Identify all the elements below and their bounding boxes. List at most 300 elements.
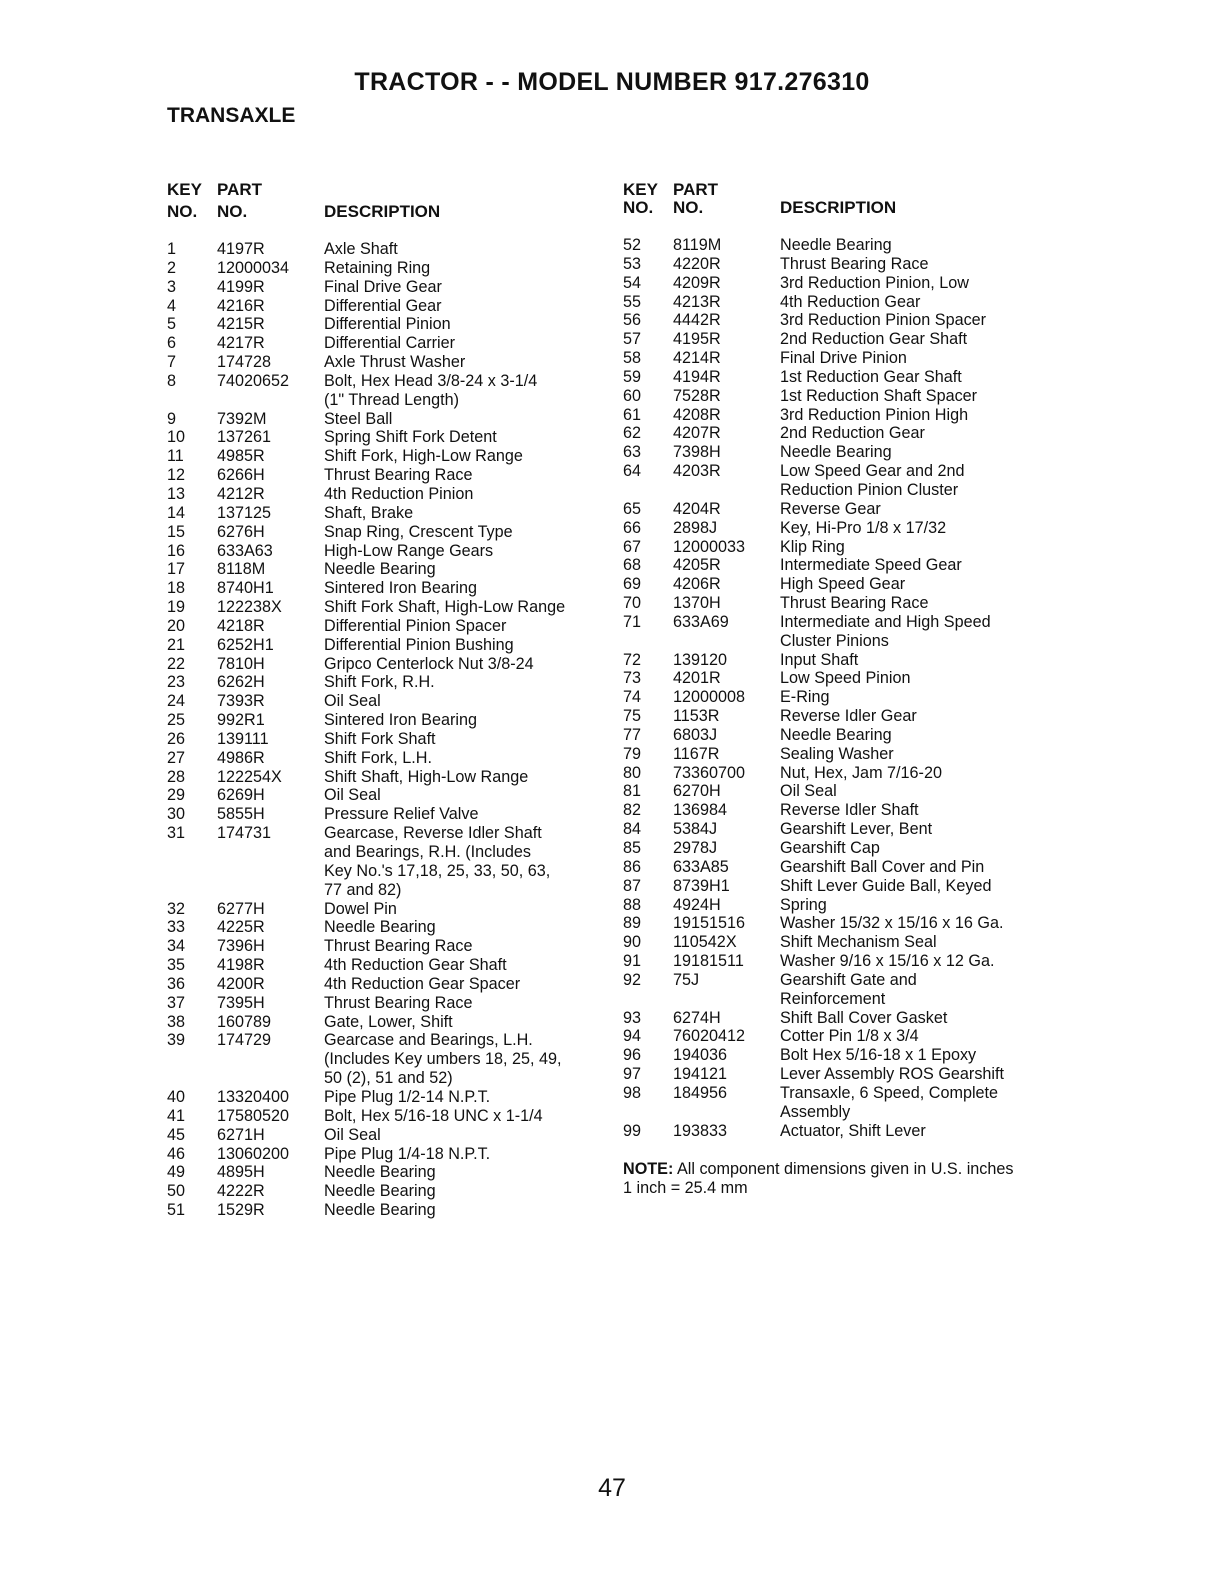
part-header: PART bbox=[673, 180, 719, 199]
table-row bbox=[167, 428, 599, 447]
part-number: 4895H bbox=[217, 1163, 265, 1182]
part-number: 4194R bbox=[673, 367, 721, 386]
part-number: 992R1 bbox=[217, 711, 265, 730]
key-number: 28 bbox=[167, 767, 186, 786]
part-number: 12000033 bbox=[673, 537, 746, 556]
part-number: 8118M bbox=[217, 560, 266, 579]
part-description: Thrust Bearing Race bbox=[324, 993, 473, 1012]
key-number: 34 bbox=[167, 937, 186, 956]
part-description: Oil Seal bbox=[324, 786, 381, 805]
key-number: 25 bbox=[167, 711, 186, 730]
part-description: Differential Pinion bbox=[324, 315, 451, 334]
part-number: 633A63 bbox=[217, 541, 273, 560]
part-number: 6252H1 bbox=[217, 635, 274, 654]
key-number: 90 bbox=[623, 933, 642, 952]
part-description: Klip Ring bbox=[780, 537, 845, 556]
key-number: 85 bbox=[623, 839, 642, 857]
key-number: 56 bbox=[623, 311, 642, 330]
part-number: 4216R bbox=[217, 296, 265, 315]
key-number: 86 bbox=[623, 857, 642, 876]
part-number: 5384J bbox=[673, 820, 718, 839]
table-row bbox=[167, 1201, 599, 1220]
table-row bbox=[623, 594, 1070, 613]
part-number: 13320400 bbox=[217, 1087, 290, 1106]
part-number: 139111 bbox=[217, 729, 269, 748]
part-number: 4924H bbox=[673, 895, 721, 914]
table-row bbox=[623, 688, 1070, 707]
note-conversion: 1 inch = 25.4 mm bbox=[623, 1179, 748, 1197]
key-number: 59 bbox=[623, 367, 642, 386]
part-description: Differential Pinion Spacer bbox=[324, 616, 507, 635]
key-number: 91 bbox=[623, 952, 642, 971]
table-row bbox=[167, 353, 599, 372]
part-description: Washer 9/16 x 15/16 x 12 Ga. bbox=[780, 952, 995, 971]
part-description: Bolt Hex 5/16-18 x 1 Epoxy bbox=[780, 1046, 977, 1065]
key-number: 19 bbox=[167, 598, 186, 617]
part-description: 3rd Reduction Pinion Spacer bbox=[780, 311, 987, 330]
table-row bbox=[167, 1031, 599, 1088]
table-row bbox=[167, 240, 599, 259]
key-number: 99 bbox=[623, 1121, 642, 1140]
part-number: 6266H bbox=[217, 466, 265, 485]
part-description: Differential Carrier bbox=[324, 334, 456, 353]
part-description: Needle Bearing bbox=[780, 236, 892, 254]
key-number: 4 bbox=[167, 296, 177, 315]
table-row bbox=[167, 956, 599, 975]
part-description: Needle Bearing bbox=[780, 725, 892, 744]
table-row bbox=[623, 1065, 1070, 1084]
table-row bbox=[167, 673, 599, 692]
key-number: 3 bbox=[167, 277, 177, 296]
part-number: 1167R bbox=[673, 744, 720, 763]
table-row bbox=[167, 730, 599, 749]
part-number: 137261 bbox=[217, 428, 272, 447]
part-header-no: NO. bbox=[217, 202, 248, 221]
part-description: Gearshift Ball Cover and Pin bbox=[780, 857, 985, 876]
table-row bbox=[623, 406, 1070, 425]
part-header-no: NO. bbox=[673, 198, 704, 217]
part-description: Key, Hi-Pro 1/8 x 17/32 bbox=[780, 518, 947, 537]
part-number: 7528R bbox=[673, 386, 721, 405]
part-description: Shift Lever Guide Ball, Keyed bbox=[780, 876, 992, 895]
key-number: 82 bbox=[623, 801, 642, 820]
part-number: 194036 bbox=[673, 1046, 728, 1065]
key-number: 52 bbox=[623, 236, 642, 254]
table-row bbox=[167, 768, 599, 787]
part-description: Input Shaft bbox=[780, 650, 859, 669]
part-description: Bolt, Hex 5/16-18 UNC x 1-1/4 bbox=[324, 1106, 543, 1125]
part-description: Spring Shift Fork Detent bbox=[324, 428, 497, 447]
key-number: 23 bbox=[167, 673, 186, 692]
table-row bbox=[167, 900, 599, 919]
key-number: 69 bbox=[623, 575, 642, 594]
table-row bbox=[167, 617, 599, 636]
key-number: 50 bbox=[167, 1182, 186, 1201]
table-row bbox=[623, 424, 1070, 443]
key-number: 12 bbox=[167, 466, 186, 485]
part-description: Snap Ring, Crescent Type bbox=[324, 522, 513, 541]
part-number: 1370H bbox=[673, 594, 721, 613]
table-row bbox=[623, 820, 1070, 839]
part-description: Thrust Bearing Race bbox=[324, 466, 473, 485]
part-number: 136984 bbox=[673, 801, 728, 820]
table-row bbox=[167, 504, 599, 523]
key-number: 81 bbox=[623, 782, 642, 801]
table-row bbox=[623, 858, 1070, 877]
part-description: Pressure Relief Valve bbox=[324, 805, 479, 824]
part-description: Intermediate and High Speed Cluster Pinions bbox=[780, 612, 991, 650]
part-number: 17580520 bbox=[217, 1106, 290, 1125]
key-number: 89 bbox=[623, 914, 642, 933]
table-row bbox=[623, 782, 1070, 801]
part-number: 4225R bbox=[217, 918, 265, 937]
part-description: High-Low Range Gears bbox=[324, 541, 494, 560]
part-number: 4217R bbox=[217, 334, 265, 353]
table-row bbox=[623, 877, 1070, 896]
part-description: Thrust Bearing Race bbox=[324, 937, 473, 956]
key-header: KEY bbox=[167, 180, 202, 199]
part-description: Final Drive Gear bbox=[324, 277, 442, 296]
key-number: 46 bbox=[167, 1144, 186, 1163]
part-number: 6274H bbox=[673, 1008, 721, 1027]
part-description: Nut, Hex, Jam 7/16-20 bbox=[780, 763, 942, 782]
part-number: 4222R bbox=[217, 1182, 265, 1201]
table-row bbox=[623, 274, 1070, 293]
table-row bbox=[623, 519, 1070, 538]
part-description: Actuator, Shift Lever bbox=[780, 1121, 926, 1140]
table-row bbox=[623, 368, 1070, 387]
key-number: 71 bbox=[623, 612, 642, 631]
table-row bbox=[167, 937, 599, 956]
part-description: Bolt, Hex Head 3/8-24 x 3-1/4 (1" Thread Length) bbox=[324, 371, 538, 409]
table-row bbox=[167, 1126, 599, 1145]
section-title: TRANSAXLE bbox=[167, 104, 296, 127]
key-number: 93 bbox=[623, 1008, 642, 1027]
key-number: 67 bbox=[623, 537, 642, 556]
part-description: Axle Shaft bbox=[324, 240, 398, 258]
part-number: 4986R bbox=[217, 748, 265, 767]
part-description: Pipe Plug 1/2-14 N.P.T. bbox=[324, 1087, 491, 1106]
part-number: 4213R bbox=[673, 292, 721, 311]
part-description: Final Drive Pinion bbox=[780, 349, 907, 368]
table-row bbox=[623, 933, 1070, 952]
part-number: 8739H1 bbox=[673, 876, 730, 895]
part-description: Gearshift Lever, Bent bbox=[780, 820, 933, 839]
part-description: Gate, Lower, Shift bbox=[324, 1012, 453, 1031]
part-number: 110542X bbox=[673, 933, 737, 952]
table-row bbox=[167, 410, 599, 429]
table-row bbox=[623, 613, 1070, 651]
table-row bbox=[623, 255, 1070, 274]
key-number: 49 bbox=[167, 1163, 186, 1182]
part-description: Needle Bearing bbox=[324, 1201, 436, 1220]
table-row bbox=[167, 542, 599, 561]
part-description: Sintered Iron Bearing bbox=[324, 711, 477, 730]
key-number: 80 bbox=[623, 763, 642, 782]
key-number: 98 bbox=[623, 1083, 642, 1102]
key-header-no: NO. bbox=[167, 202, 198, 221]
part-description: Oil Seal bbox=[324, 692, 381, 711]
key-number: 24 bbox=[167, 692, 186, 711]
table-row bbox=[623, 669, 1070, 688]
parts-list-left bbox=[167, 240, 599, 1220]
part-number: 7398H bbox=[673, 443, 721, 462]
key-number: 35 bbox=[167, 956, 186, 975]
part-number: 2898J bbox=[673, 518, 718, 537]
key-number: 77 bbox=[623, 725, 642, 744]
part-description: Sintered Iron Bearing bbox=[324, 579, 477, 598]
part-description: Dowel Pin bbox=[324, 899, 397, 918]
table-row bbox=[623, 745, 1070, 764]
part-description: Differential Gear bbox=[324, 296, 442, 315]
part-description: High Speed Gear bbox=[780, 575, 906, 594]
description-header: DESCRIPTION bbox=[324, 202, 441, 221]
part-description: Sealing Washer bbox=[780, 744, 894, 763]
key-number: 30 bbox=[167, 805, 186, 824]
key-number: 87 bbox=[623, 876, 642, 895]
key-number: 92 bbox=[623, 970, 642, 989]
parts-list-right bbox=[623, 236, 1070, 1141]
key-number: 66 bbox=[623, 518, 642, 537]
part-number: 137125 bbox=[217, 503, 272, 522]
key-number: 17 bbox=[167, 560, 186, 579]
key-number: 13 bbox=[167, 484, 186, 503]
table-row bbox=[623, 726, 1070, 745]
key-number: 55 bbox=[623, 292, 642, 311]
parts-column-left bbox=[167, 180, 607, 1220]
key-number: 26 bbox=[167, 729, 186, 748]
key-number: 18 bbox=[167, 579, 186, 598]
part-number: 174731 bbox=[217, 824, 272, 843]
part-description: Needle Bearing bbox=[780, 443, 892, 462]
table-row bbox=[167, 1145, 599, 1164]
table-row bbox=[167, 918, 599, 937]
part-description: Lever Assembly ROS Gearshift bbox=[780, 1065, 1005, 1084]
part-number: 4985R bbox=[217, 447, 265, 466]
key-number: 51 bbox=[167, 1201, 186, 1220]
key-number: 74 bbox=[623, 688, 642, 707]
part-description: Shift Fork Shaft, High-Low Range bbox=[324, 598, 566, 617]
part-number: 1153R bbox=[673, 707, 720, 726]
key-number: 6 bbox=[167, 334, 177, 353]
key-number: 38 bbox=[167, 1012, 186, 1031]
key-number: 54 bbox=[623, 273, 642, 292]
table-row bbox=[167, 334, 599, 353]
key-number: 36 bbox=[167, 974, 186, 993]
table-row bbox=[167, 1013, 599, 1032]
part-number: 4195R bbox=[673, 330, 721, 349]
table-row bbox=[623, 387, 1070, 406]
key-header: KEY bbox=[623, 180, 658, 199]
part-number: 4212R bbox=[217, 484, 265, 503]
part-number: 73360700 bbox=[673, 763, 746, 782]
key-number: 21 bbox=[167, 635, 186, 654]
table-row bbox=[167, 259, 599, 278]
part-number: 7396H bbox=[217, 937, 265, 956]
part-description: Needle Bearing bbox=[324, 1182, 436, 1201]
table-row bbox=[623, 236, 1070, 255]
part-description: 1st Reduction Shaft Spacer bbox=[780, 386, 978, 405]
part-number: 4203R bbox=[673, 462, 721, 481]
part-description: Shift Ball Cover Gasket bbox=[780, 1008, 948, 1027]
part-description: 4th Reduction Gear bbox=[780, 292, 921, 311]
key-number: 65 bbox=[623, 499, 642, 518]
key-number: 63 bbox=[623, 443, 642, 462]
part-number: 184956 bbox=[673, 1083, 728, 1102]
column-header bbox=[623, 180, 1063, 220]
part-description: Gearshift Gate and Reinforcement bbox=[780, 970, 917, 1008]
part-number: 5855H bbox=[217, 805, 265, 824]
part-description: 1st Reduction Gear Shaft bbox=[780, 367, 962, 386]
key-number: 88 bbox=[623, 895, 642, 914]
part-description: Shift Shaft, High-Low Range bbox=[324, 767, 529, 786]
part-description: Low Speed Pinion bbox=[780, 669, 911, 688]
key-number: 58 bbox=[623, 349, 642, 368]
part-number: 4197R bbox=[217, 240, 265, 258]
part-description: Washer 15/32 x 15/16 x 16 Ga. bbox=[780, 914, 1004, 933]
part-description: Reverse Gear bbox=[780, 499, 881, 518]
key-number: 96 bbox=[623, 1046, 642, 1065]
table-row bbox=[167, 824, 599, 899]
key-number: 11 bbox=[167, 447, 184, 466]
key-number: 37 bbox=[167, 993, 186, 1012]
part-description: Shift Fork Shaft bbox=[324, 729, 436, 748]
table-row bbox=[623, 801, 1070, 820]
part-number: 193833 bbox=[673, 1121, 728, 1140]
key-number: 70 bbox=[623, 594, 642, 613]
table-row bbox=[167, 1163, 599, 1182]
key-number: 15 bbox=[167, 522, 186, 541]
table-row bbox=[167, 560, 599, 579]
part-description: 2nd Reduction Gear Shaft bbox=[780, 330, 968, 349]
table-row bbox=[167, 372, 599, 410]
key-number: 20 bbox=[167, 616, 186, 635]
part-number: 6262H bbox=[217, 673, 265, 692]
part-description: Shift Mechanism Seal bbox=[780, 933, 937, 952]
part-number: 12000008 bbox=[673, 688, 746, 707]
part-number: 174729 bbox=[217, 1031, 272, 1050]
key-number: 10 bbox=[167, 428, 186, 447]
part-number: 75J bbox=[673, 970, 700, 989]
part-number: 6276H bbox=[217, 522, 265, 541]
part-description: Low Speed Gear and 2nd Reduction Pinion Cluster bbox=[780, 462, 965, 499]
part-description: Oil Seal bbox=[780, 782, 837, 801]
part-description: Shaft, Brake bbox=[324, 503, 414, 522]
table-row bbox=[167, 579, 599, 598]
part-description: Gripco Centerlock Nut 3/8-24 bbox=[324, 654, 534, 673]
part-number: 160789 bbox=[217, 1012, 272, 1031]
part-number: 8119M bbox=[673, 236, 722, 254]
part-description: Gearcase, Reverse Idler Shaft and Bearings, R.H. (Includes Key No.'s 17,18, 25, 33, 50, 63, 77 and 82) bbox=[324, 824, 551, 899]
table-row bbox=[167, 711, 599, 730]
part-number: 4215R bbox=[217, 315, 265, 334]
key-number: 53 bbox=[623, 254, 642, 273]
table-row bbox=[623, 896, 1070, 915]
part-description: Needle Bearing bbox=[324, 560, 436, 579]
part-number: 4205R bbox=[673, 556, 721, 575]
note-text: All component dimensions given in U.S. inches bbox=[676, 1160, 1014, 1178]
table-row bbox=[623, 462, 1070, 500]
description-header: DESCRIPTION bbox=[780, 198, 897, 217]
table-row bbox=[623, 1046, 1070, 1065]
part-description: Thrust Bearing Race bbox=[780, 594, 929, 613]
table-row bbox=[623, 293, 1070, 312]
key-number: 33 bbox=[167, 918, 186, 937]
key-number: 31 bbox=[167, 824, 186, 843]
part-description: Transaxle, 6 Speed, Complete Assembly bbox=[780, 1083, 999, 1121]
part-number: 19181511 bbox=[673, 952, 744, 971]
table-row bbox=[623, 1122, 1070, 1141]
part-number: 4198R bbox=[217, 956, 265, 975]
part-number: 7395H bbox=[217, 993, 265, 1012]
part-number: 4206R bbox=[673, 575, 721, 594]
table-row bbox=[167, 485, 599, 504]
key-number: 62 bbox=[623, 424, 642, 443]
key-number: 9 bbox=[167, 409, 177, 428]
part-number: 74020652 bbox=[217, 371, 290, 390]
part-number: 4218R bbox=[217, 616, 265, 635]
part-number: 7392M bbox=[217, 409, 267, 428]
part-description: Axle Thrust Washer bbox=[324, 353, 466, 372]
table-row bbox=[167, 278, 599, 297]
table-row bbox=[167, 975, 599, 994]
part-number: 4200R bbox=[217, 974, 265, 993]
table-row bbox=[167, 447, 599, 466]
part-number: 633A85 bbox=[673, 857, 729, 876]
part-description: 2nd Reduction Gear bbox=[780, 424, 925, 443]
table-row bbox=[623, 1084, 1070, 1122]
part-description: Pipe Plug 1/4-18 N.P.T. bbox=[324, 1144, 491, 1163]
part-description: Reverse Idler Shaft bbox=[780, 801, 919, 820]
key-number: 7 bbox=[167, 353, 177, 372]
key-number: 57 bbox=[623, 330, 642, 349]
part-header: PART bbox=[217, 180, 263, 199]
key-number: 94 bbox=[623, 1027, 642, 1046]
part-number: 4204R bbox=[673, 499, 721, 518]
part-description: 4th Reduction Gear Spacer bbox=[324, 974, 521, 993]
table-row bbox=[167, 786, 599, 805]
table-row bbox=[623, 556, 1070, 575]
table-row bbox=[167, 636, 599, 655]
table-row bbox=[167, 1182, 599, 1201]
key-number: 8 bbox=[167, 371, 177, 390]
key-number: 75 bbox=[623, 707, 642, 726]
page-number: 47 bbox=[598, 1474, 626, 1502]
key-number: 60 bbox=[623, 386, 642, 405]
table-row bbox=[167, 994, 599, 1013]
table-row bbox=[167, 749, 599, 768]
part-number: 4214R bbox=[673, 349, 721, 368]
part-description: Reverse Idler Gear bbox=[780, 707, 917, 726]
part-number: 1529R bbox=[217, 1201, 265, 1220]
table-row bbox=[623, 500, 1070, 519]
note-label: NOTE: bbox=[623, 1160, 674, 1178]
table-row bbox=[167, 1107, 599, 1126]
key-number: 40 bbox=[167, 1087, 186, 1106]
table-row bbox=[167, 805, 599, 824]
part-description: Thrust Bearing Race bbox=[780, 254, 929, 273]
part-description: Shift Fork, L.H. bbox=[324, 748, 432, 767]
key-number: 79 bbox=[623, 744, 642, 763]
part-number: 4442R bbox=[673, 311, 721, 330]
table-row bbox=[623, 311, 1070, 330]
part-description: Oil Seal bbox=[324, 1125, 381, 1144]
key-number: 16 bbox=[167, 541, 186, 560]
table-row bbox=[623, 764, 1070, 783]
table-row bbox=[167, 655, 599, 674]
key-number: 1 bbox=[167, 240, 177, 258]
part-number: 6269H bbox=[217, 786, 265, 805]
